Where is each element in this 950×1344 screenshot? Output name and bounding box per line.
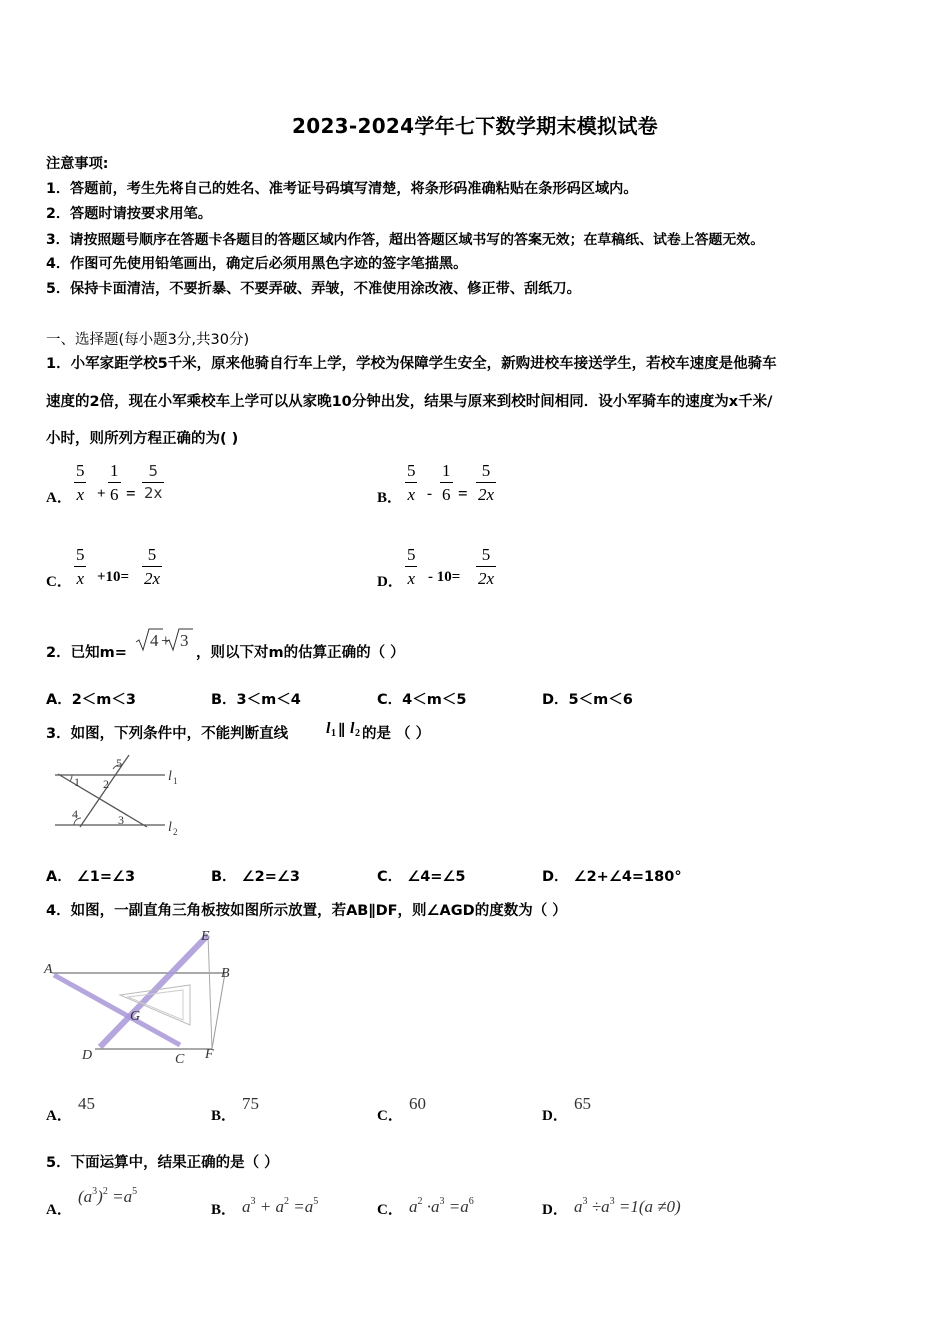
q5-c-e3: 6 [468,1196,474,1207]
q1-b-frac-2-num: 1 [442,461,451,480]
q1-b-frac-2-den: 6 [440,482,453,503]
q5-d-base: a [574,1197,583,1216]
q3-l2: l [350,720,355,737]
q1-a-frac-1 [74,462,87,503]
angle-label-4: 4 [72,807,78,821]
q1-b-frac-1-den: x [405,482,417,503]
page-title: 2023-2024学年七下数学期末模拟试卷 [292,114,658,138]
q5-a-e3: 5 [132,1186,138,1197]
q3-l1-sub: 1 [331,728,336,739]
q4-option-a-letter: A． [46,1108,72,1124]
q3-option-b: B． ∠2=∠3 [211,869,300,885]
q1-line-3: 小时，则所列方程正确的为( ) [46,431,239,447]
q5-option-a-letter: A． [46,1202,72,1218]
q1-d-frac-1-num: 5 [407,545,416,564]
q1-c-frac-1 [74,546,87,587]
q1-b-op: - [427,486,432,502]
q4-option-b-value: 75 [242,1094,259,1113]
q3-suffix: 的是 （ ） [362,726,431,742]
q2-radicand-2: 3 [180,631,189,650]
q5-b-e3: 5 [313,1196,319,1207]
q5-text: 5．下面运算中，结果正确的是（ ） [46,1155,279,1171]
q1-a-eq: = [126,484,136,503]
q5-b-e1: 3 [250,1196,256,1207]
q3-l2-sub: 2 [355,728,360,739]
q1-c-frac-3-num: 5 [147,545,157,564]
q5-option-b-letter: B． [211,1202,237,1218]
line-label-l2-sub: 2 [173,827,178,837]
q4-option-c-value: 60 [409,1094,426,1113]
point-label-d: D [82,1048,93,1063]
q1-line-1: 1．小军家距学校5千米，原来他骑自行车上学，学校为保障学生安全，新购进校车接送学生，若校车速度是他骑车 [46,356,777,372]
q5-a-close: ) [97,1187,103,1206]
q2-option-c: C．4＜m＜5 [377,692,467,708]
q2-plus: + [161,631,171,650]
point-label-c: C [175,1052,185,1067]
line-ef [208,935,212,1049]
point-label-g: G [130,1009,141,1024]
point-label-e: E [201,929,210,944]
q1-b-frac-3-den: 2x [476,482,496,503]
q1-b-frac-3-num: 5 [481,461,491,480]
point-label-b: B [221,966,230,981]
q1-option-b-letter: B． [377,490,403,506]
q5-option-d-expr [574,1196,681,1217]
q1-c-frac-3-den: 2x [142,566,162,587]
q3-option-c: C． ∠4=∠5 [377,869,466,885]
q5-c-e2: 3 [439,1196,445,1207]
section-heading: 一、选择题(每小题3分,共30分) [46,332,250,348]
q1-d-frac-3 [476,546,496,587]
q1-a-op: + [97,486,106,502]
q1-b-eq: = [458,484,468,503]
angle-label-3: 3 [118,813,124,827]
q1-a-frac-3 [142,464,164,501]
q5-c-e1: 2 [417,1196,423,1207]
q5-d-mid: ÷a [587,1197,610,1216]
angle-arc-1 [70,775,72,781]
q1-c-op: +10= [97,569,130,585]
q1-a-frac-3-den: 2x [144,484,163,502]
q2-prefix: 2．已知m= [46,645,127,661]
q4-option-d-letter: D． [542,1108,568,1124]
q1-a-frac-3-num: 5 [148,462,158,480]
q4-option-c-letter: C． [377,1108,403,1124]
q1-d-frac-1 [405,546,418,587]
q3-figure [50,752,190,842]
q4-option-b-letter: B． [211,1108,237,1124]
q4-text: 4．如图，一副直角三角板按如图所示放置，若AB∥DF，则∠AGD的度数为（ ） [46,903,567,919]
q5-b-base: a [242,1197,251,1216]
q1-c-frac-1-den: x [74,566,86,587]
q5-option-c-letter: C． [377,1202,403,1218]
q5-c-rest: =a [444,1197,469,1216]
q2-option-a: A．2＜m＜3 [46,692,137,708]
q1-option-a-letter: A． [46,490,72,506]
notice-item-2: 2．答题时请按要求用笔。 [46,206,212,222]
line-label-l1: l [168,769,172,784]
q5-b-rest: =a [288,1197,314,1216]
notice-heading: 注意事项: [46,156,109,172]
q1-a-frac-2-den: 6 [108,482,121,503]
q5-b-e2: 2 [283,1196,289,1207]
q5-d-e1: 3 [582,1196,588,1207]
q1-b-frac-1-num: 5 [407,461,416,480]
q1-b-frac-3 [476,462,496,503]
q1-option-c-letter: C． [46,574,72,590]
q2-suffix: ，则以下对m的估算正确的（ ） [196,645,405,661]
q1-a-frac-2 [108,462,121,503]
line-bf [212,973,225,1049]
q5-d-rest: =1(a ≠0) [614,1197,681,1216]
q5-d-e2: 3 [609,1196,615,1207]
q1-d-op: - 10= [428,569,461,585]
q1-option-d-letter: D． [377,574,403,590]
q4-option-a-value: 45 [78,1094,95,1113]
q1-a-frac-1-den: x [74,482,86,503]
notice-item-1: 1．答题前，考生先将自己的姓名、准考证号码填写清楚，将条形码准确粘贴在条形码区域内。 [46,181,638,197]
q2-option-d: D．5＜m＜6 [542,692,633,708]
q5-option-b-expr [242,1196,318,1217]
q3-option-d: D． ∠2+∠4=180° [542,869,682,885]
q3-option-a: A． ∠1=∠3 [46,869,136,885]
angle-label-1: 1 [74,775,80,789]
q3-prefix: 3．如图，下列条件中，不能判断直线 [46,726,289,742]
angle-label-5: 5 [116,756,122,770]
q1-d-frac-1-den: x [405,566,417,587]
q1-line-2: 速度的2倍，现在小军乘校车上学可以从家晚10分钟出发，结果与原来到校时间相同．设小军骑车的速度为x千米/ [46,394,773,410]
q1-d-frac-3-num: 5 [481,545,491,564]
q3-parallel: ∥ [338,722,346,738]
q5-a-base: (a [78,1187,93,1206]
q1-d-frac-3-den: 2x [476,566,496,587]
notice-item-4: 4．作图可先使用铅笔画出，确定后必须用黑色字迹的签字笔描黑。 [46,256,468,272]
q5-option-a-expr [78,1186,137,1207]
q5-c-base: a [409,1197,418,1216]
q2-radicand-1: 4 [150,631,159,650]
notice-item-3: 3．请按照题号顺序在答题卡各题目的答题区域内作答，超出答题区域书写的答案无效；在草稿纸、试卷上答题无效。 [46,232,765,248]
q5-a-e1: 3 [92,1186,98,1197]
line-label-l1-sub: 1 [173,776,178,786]
q1-c-frac-3 [142,546,162,587]
point-label-f: F [205,1047,214,1062]
q4-option-d-value: 65 [574,1094,591,1113]
q2-option-b: B．3＜m＜4 [211,692,301,708]
q5-option-c-expr [409,1196,474,1217]
q1-c-frac-1-num: 5 [76,545,85,564]
q5-c-mid: ·a [422,1197,440,1216]
line-label-l2: l [168,820,172,835]
angle-label-2: 2 [103,777,109,791]
q5-a-e2: 2 [102,1186,108,1197]
q5-option-d-letter: D． [542,1202,568,1218]
q1-b-frac-1 [405,462,418,503]
q1-a-frac-2-num: 1 [110,461,119,480]
q3-l1: l [326,720,331,737]
point-label-a: A [44,962,53,977]
q4-figure [40,925,245,1070]
q5-a-rest: =a [107,1187,133,1206]
notice-item-5: 5．保持卡面清洁，不要折暴、不要弄破、弄皱，不准使用涂改液、修正带、刮纸刀。 [46,281,581,297]
q1-a-frac-1-num: 5 [76,461,85,480]
q1-b-frac-2 [440,462,453,503]
q5-b-mid: + a [255,1197,284,1216]
